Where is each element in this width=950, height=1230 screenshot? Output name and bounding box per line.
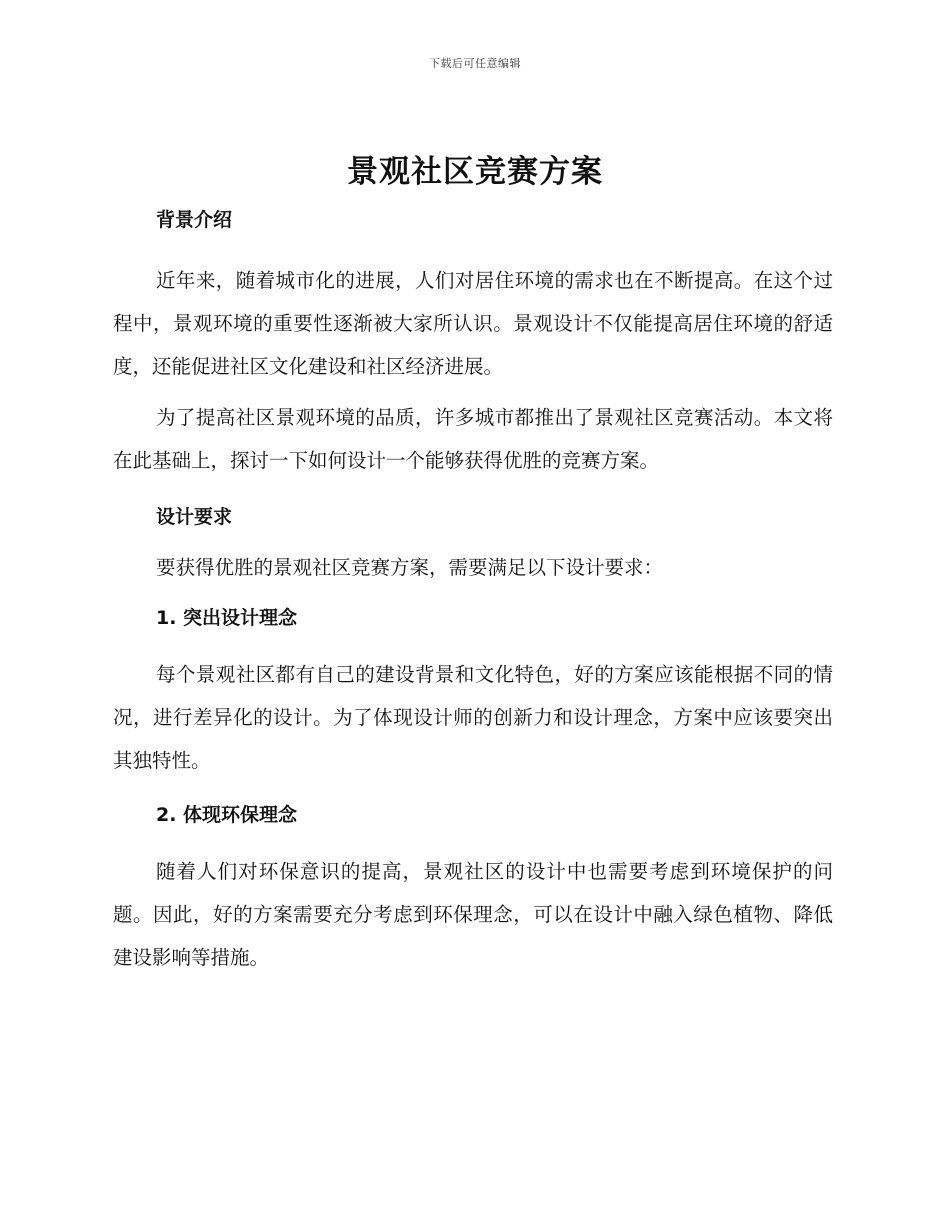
- section-heading-requirements: 设计要求: [156, 506, 233, 528]
- paragraph-environmental: 随着人们对环保意识的提高，景观社区的设计中也需要考虑到环境保护的问题。因此，好的方案需要充分考虑到环保理念，可以在设计中融入绿色植物、降低建设影响等措施。: [113, 860, 833, 969]
- item-heading-environmental: 2. 体现环保理念: [156, 804, 298, 826]
- item-heading-design-concept: 1. 突出设计理念: [156, 607, 298, 629]
- page-header-note: 下载后可任意编辑: [429, 57, 521, 70]
- document-title: 景观社区竞赛方案: [347, 154, 603, 190]
- paragraph-background-1: 近年来，随着城市化的进展，人们对居住环境的需求也在不断提高。在这个过程中，景观环境的重要性逐渐被大家所认识。景观设计不仅能提高居住环境的舒适度，还能促进社区文化建设和社区经济进展。: [113, 269, 833, 378]
- document-body: [113, 200, 833, 979]
- section-heading-background: 背景介绍: [156, 209, 233, 231]
- paragraph-requirements-intro: 要获得优胜的景观社区竞赛方案，需要满足以下设计要求：: [156, 556, 664, 579]
- paragraph-design-concept: 每个景观社区都有自己的建设背景和文化特色，好的方案应该能根据不同的情况，进行差异化的设计。为了体现设计师的创新力和设计理念，方案中应该要突出其独特性。: [113, 663, 833, 772]
- paragraph-background-2: 为了提高社区景观环境的品质，许多城市都推出了景观社区竞赛活动。本文将在此基础上，探讨一下如何设计一个能够获得优胜的竞赛方案。: [113, 406, 833, 472]
